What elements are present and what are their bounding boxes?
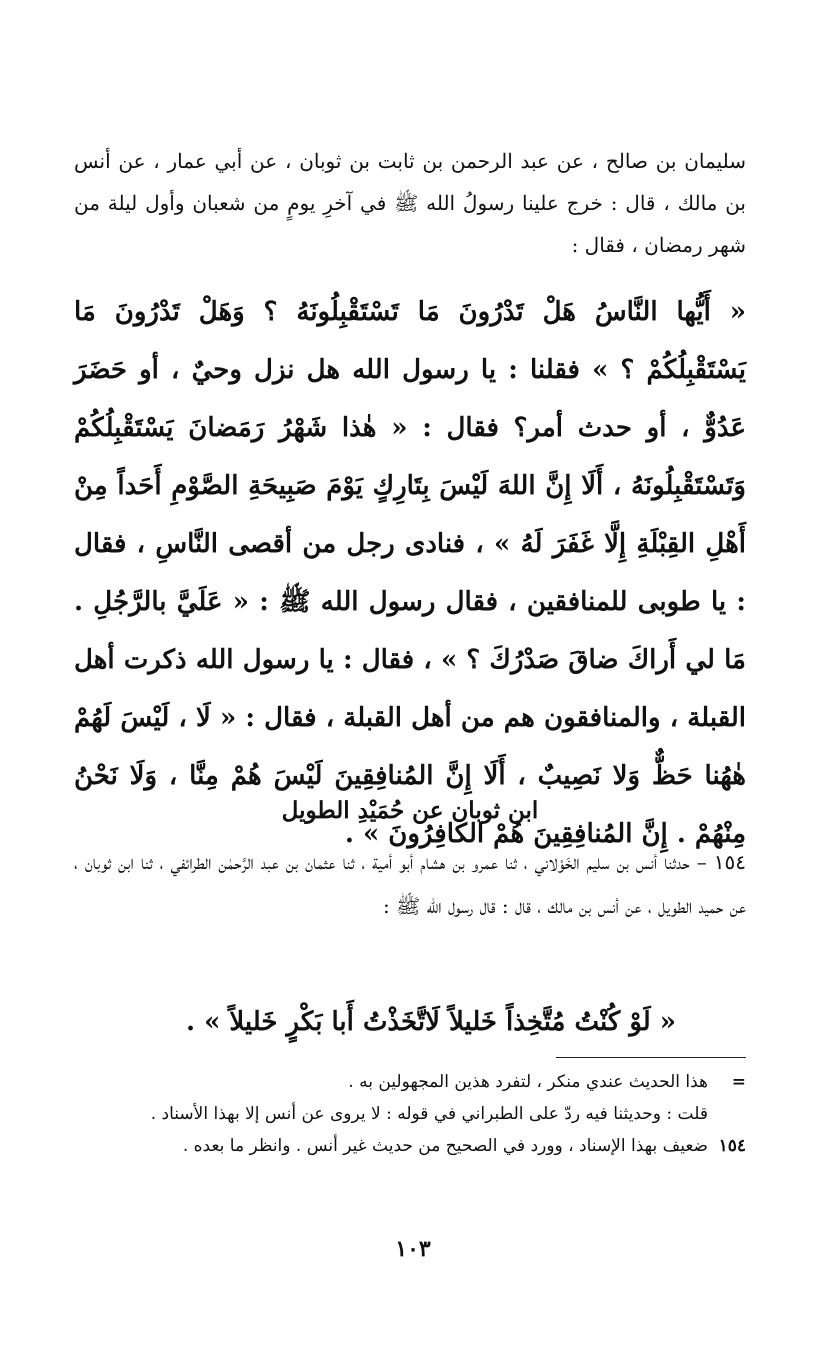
footnote-text: ضعيف بهذا الإسناد ، وورد في الصحيح من حديث غير أنس . وانظر ما بعده .	[182, 1136, 708, 1156]
footnote-continued	[74, 1066, 746, 1098]
footnote-154	[74, 1130, 746, 1162]
footnote-text: هذا الحديث عندي منكر ، لتفرد هذين المجهولين به .	[348, 1072, 708, 1092]
intro-paragraph: سليمان بن صالح ، عن عبد الرحمن بن ثابت بن ثوبان ، عن أبي عمار ، عن أنس بن مالك ، قال : خرج علينا رسولُ الله ﷺ في آخرِ يومٍ من شعبان وأول ليلة من شهر رمضان ، فقال :	[74, 149, 746, 257]
footnote-divider	[556, 1057, 746, 1058]
page-number: ١٠٣	[395, 1236, 431, 1262]
footnote-comment: قلت : وحديثنا فيه ردّ على الطبراني في قوله : لا يروى عن أنس إلا بهذا الأسناد .	[150, 1104, 708, 1124]
footnote-number: ١٥٤	[718, 1136, 746, 1156]
footnotes	[74, 1066, 746, 1162]
isnad-paragraph: ١٥٤ – حدثنا أنس بن سليم الخَوْلاني ، ثنا عمرو بن هشام أبو أمية ، ثنا عثمان بن عبد الرَّحمٰن الطرائفي ، ثنا ابن ثوبان ، عن حميد الطويل ، عن أنس بن مالك ، قال : قال رسول الله ﷺ :	[74, 850, 746, 918]
hadith-text: « أَيُّها النَّاسُ هَلْ تَدْرُونَ مَا تَسْتَقْبِلُونَهُ ؟ وَهَلْ تَدْرُونَ مَا يَسْتَقْبِلُكُمْ ؟ » فقلنا : يا رسول الله هل نزل وحيٌ ، أو حَضَرَ عَدُوٌّ ، أو حدث أمر؟ فقال : « هٰذا شَهْرُ رَمَضانَ يَسْتَقْبِلُكُمْ وَتَسْتَقْبِلُونَهُ ، أَلَا إِنَّ اللهَ لَيْسَ بِتَارِكٍ يَوْمَ صَبِيحَةِ الصَّوْمِ أَحَداً مِنْ أَهْلِ القِبْلَةِ إِلَّا غَفَرَ لَهُ » ، فنادى رجل من أقصى النَّاسِ ، فقال : يا طوبى للمنافقين ، فقال رسول الله ﷺ : « عَلَيَّ بالرَّجُلِ . مَا لي أَراكَ ضاقَ صَدْرُكَ ؟ » ، فقال : يا رسول الله ذكرت أهل القبلة ، والمنافقون هم من أهل القبلة ، فقال : « لَا ، لَيْسَ لَهُمْ هٰهُنا حَظٌّ وَلا نَصِيبٌ ، أَلَا إِنَّ المُنافِقِينَ لَيْسَ هُمْ مِنَّا ، وَلَا نَحْنُ مِنْهُمْ . إِنَّ المُنافِقِينَ هُمْ الكافِرُونَ » .	[74, 297, 746, 849]
continuation-mark: =	[731, 1072, 746, 1092]
hadith-quote: « لَوْ كُنْتُ مُتَّخِذاً خَليلاً لَاتَّخَذْتُ أَبا بَكْرٍ خَليلاً » .	[186, 1007, 676, 1037]
section-heading: ابن ثوبان عن حُمَيْدِ الطويل	[281, 797, 539, 824]
